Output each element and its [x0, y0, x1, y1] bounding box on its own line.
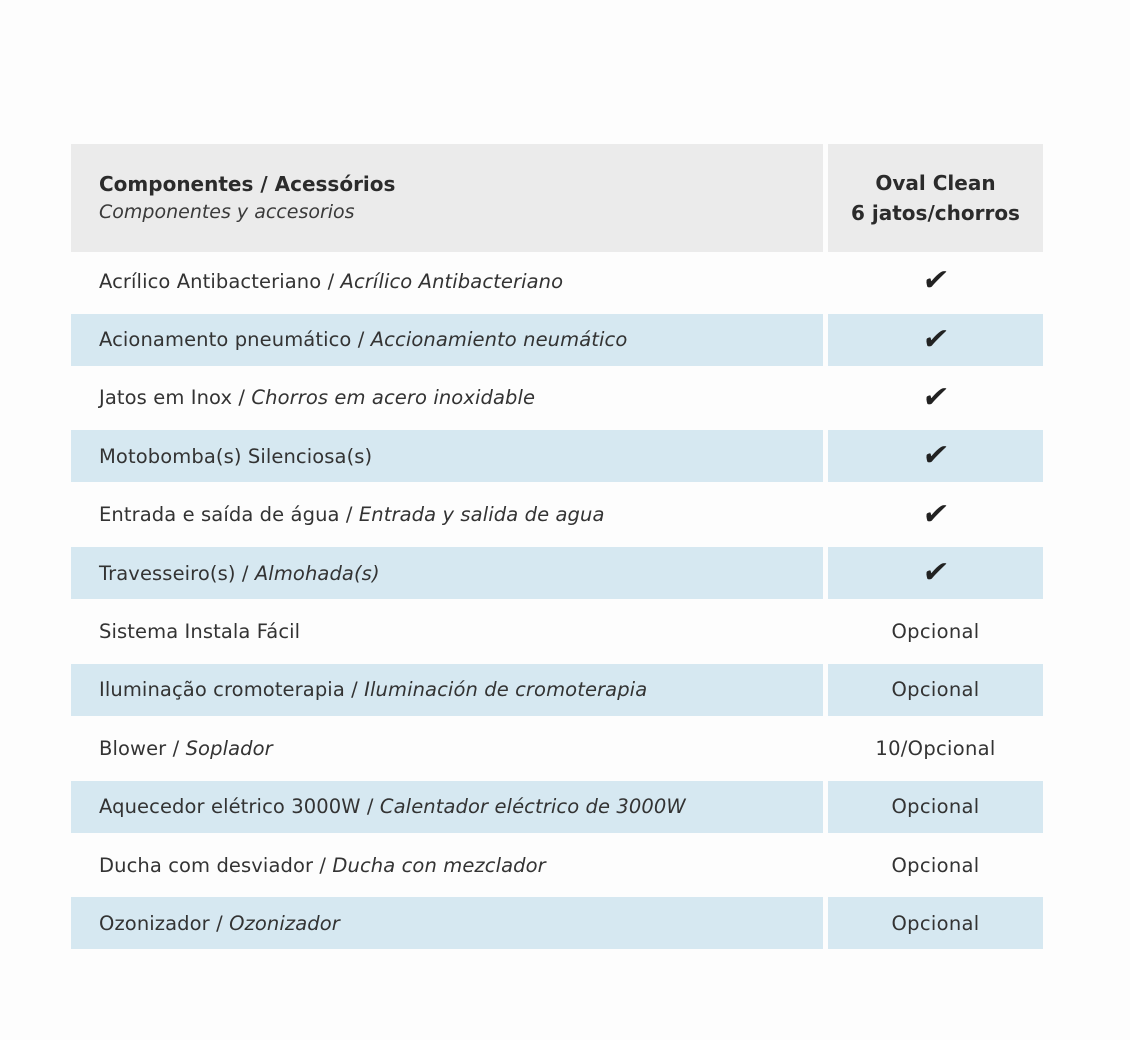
component-label	[99, 503, 605, 526]
availability-cell	[828, 369, 1043, 427]
component-label	[99, 270, 563, 293]
component-label-es: Chorros em acero inoxidable	[251, 386, 536, 410]
header-title: Componentes / Acessórios	[99, 172, 396, 196]
component-label	[99, 854, 546, 877]
component-cell	[71, 602, 823, 660]
component-label-pt: Acionamento pneumático /	[99, 328, 365, 352]
table-row	[71, 719, 1043, 777]
component-cell	[71, 836, 823, 894]
component-label-es: Iluminación de cromoterapia	[364, 678, 648, 702]
checkmark-icon: ✔	[919, 555, 952, 591]
checkmark-icon: ✔	[919, 438, 952, 474]
component-cell	[71, 430, 823, 482]
availability-cell	[828, 836, 1043, 894]
component-cell	[71, 897, 823, 949]
header-components-cell	[71, 144, 823, 252]
component-label	[99, 912, 340, 935]
component-cell	[71, 314, 823, 366]
availability-value: Opcional	[891, 853, 980, 877]
component-label-pt: Travesseiro(s) /	[99, 561, 249, 585]
availability-cell	[828, 314, 1043, 366]
component-cell	[71, 547, 823, 599]
component-label-es: Accionamiento neumático	[370, 328, 628, 352]
header-model-name: Oval Clean	[875, 171, 996, 195]
component-cell	[71, 369, 823, 427]
availability-cell	[828, 897, 1043, 949]
component-label	[99, 620, 300, 643]
table-row	[71, 778, 1043, 836]
component-label	[99, 795, 686, 818]
table-body	[71, 252, 1043, 953]
header-subtitle: Componentes y accesorios	[99, 201, 355, 223]
table-row	[71, 544, 1043, 602]
availability-cell	[828, 252, 1043, 310]
availability-cell	[828, 602, 1043, 660]
component-label	[99, 445, 372, 468]
header-model-cell	[828, 144, 1043, 252]
checkmark-icon: ✔	[919, 263, 952, 299]
component-label-pt: Ozonizador /	[99, 911, 223, 935]
availability-cell	[828, 430, 1043, 482]
component-label-pt: Ducha com desviador /	[99, 853, 327, 877]
component-label-es: Acrílico Antibacteriano	[340, 269, 564, 293]
checkmark-icon: ✔	[919, 379, 952, 415]
header-model-jets: 6 jatos/chorros	[851, 201, 1020, 225]
availability-value: Opcional	[891, 678, 980, 702]
component-label	[99, 386, 535, 409]
table-row	[71, 252, 1043, 310]
component-label-pt: Sistema Instala Fácil	[99, 620, 301, 644]
component-label-es: Calentador eléctrico de 3000W	[379, 795, 686, 819]
component-cell	[71, 719, 823, 777]
component-cell	[71, 486, 823, 544]
availability-cell	[828, 547, 1043, 599]
availability-cell	[828, 719, 1043, 777]
component-label-pt: Entrada e saída de água /	[99, 503, 353, 527]
component-label-es: Ozonizador	[229, 911, 340, 935]
component-label-es: Soplador	[185, 736, 273, 760]
component-label-pt: Motobomba(s) Silenciosa(s)	[99, 444, 373, 468]
component-label-pt: Iluminação cromoterapia /	[99, 678, 358, 702]
availability-value: Opcional	[891, 795, 980, 819]
component-label	[99, 328, 627, 351]
component-label	[99, 678, 647, 701]
comparison-table	[71, 144, 1043, 953]
component-label-pt: Aquecedor elétrico 3000W /	[99, 795, 374, 819]
component-cell	[71, 252, 823, 310]
component-cell	[71, 664, 823, 716]
table-header	[71, 144, 1043, 252]
checkmark-icon: ✔	[919, 496, 952, 532]
component-label-pt: Blower /	[99, 736, 180, 760]
component-label-pt: Jatos em Inox /	[99, 386, 246, 410]
table-row	[71, 369, 1043, 427]
table-row	[71, 602, 1043, 660]
table-row	[71, 661, 1043, 719]
component-label-es: Entrada y salida de agua	[358, 503, 605, 527]
availability-cell	[828, 486, 1043, 544]
component-cell	[71, 781, 823, 833]
availability-value: Opcional	[891, 620, 980, 644]
component-label	[99, 562, 380, 585]
table-row	[71, 310, 1043, 368]
component-label-pt: Acrílico Antibacteriano /	[99, 269, 335, 293]
table-row	[71, 427, 1043, 485]
table-row	[71, 894, 1043, 952]
availability-value: 10/Opcional	[875, 736, 996, 760]
component-label-es: Almohada(s)	[254, 561, 380, 585]
availability-cell	[828, 781, 1043, 833]
checkmark-icon: ✔	[919, 321, 952, 357]
component-label	[99, 737, 273, 760]
table-row	[71, 836, 1043, 894]
availability-cell	[828, 664, 1043, 716]
component-label-es: Ducha con mezclador	[332, 853, 546, 877]
table-row	[71, 486, 1043, 544]
availability-value: Opcional	[891, 911, 980, 935]
